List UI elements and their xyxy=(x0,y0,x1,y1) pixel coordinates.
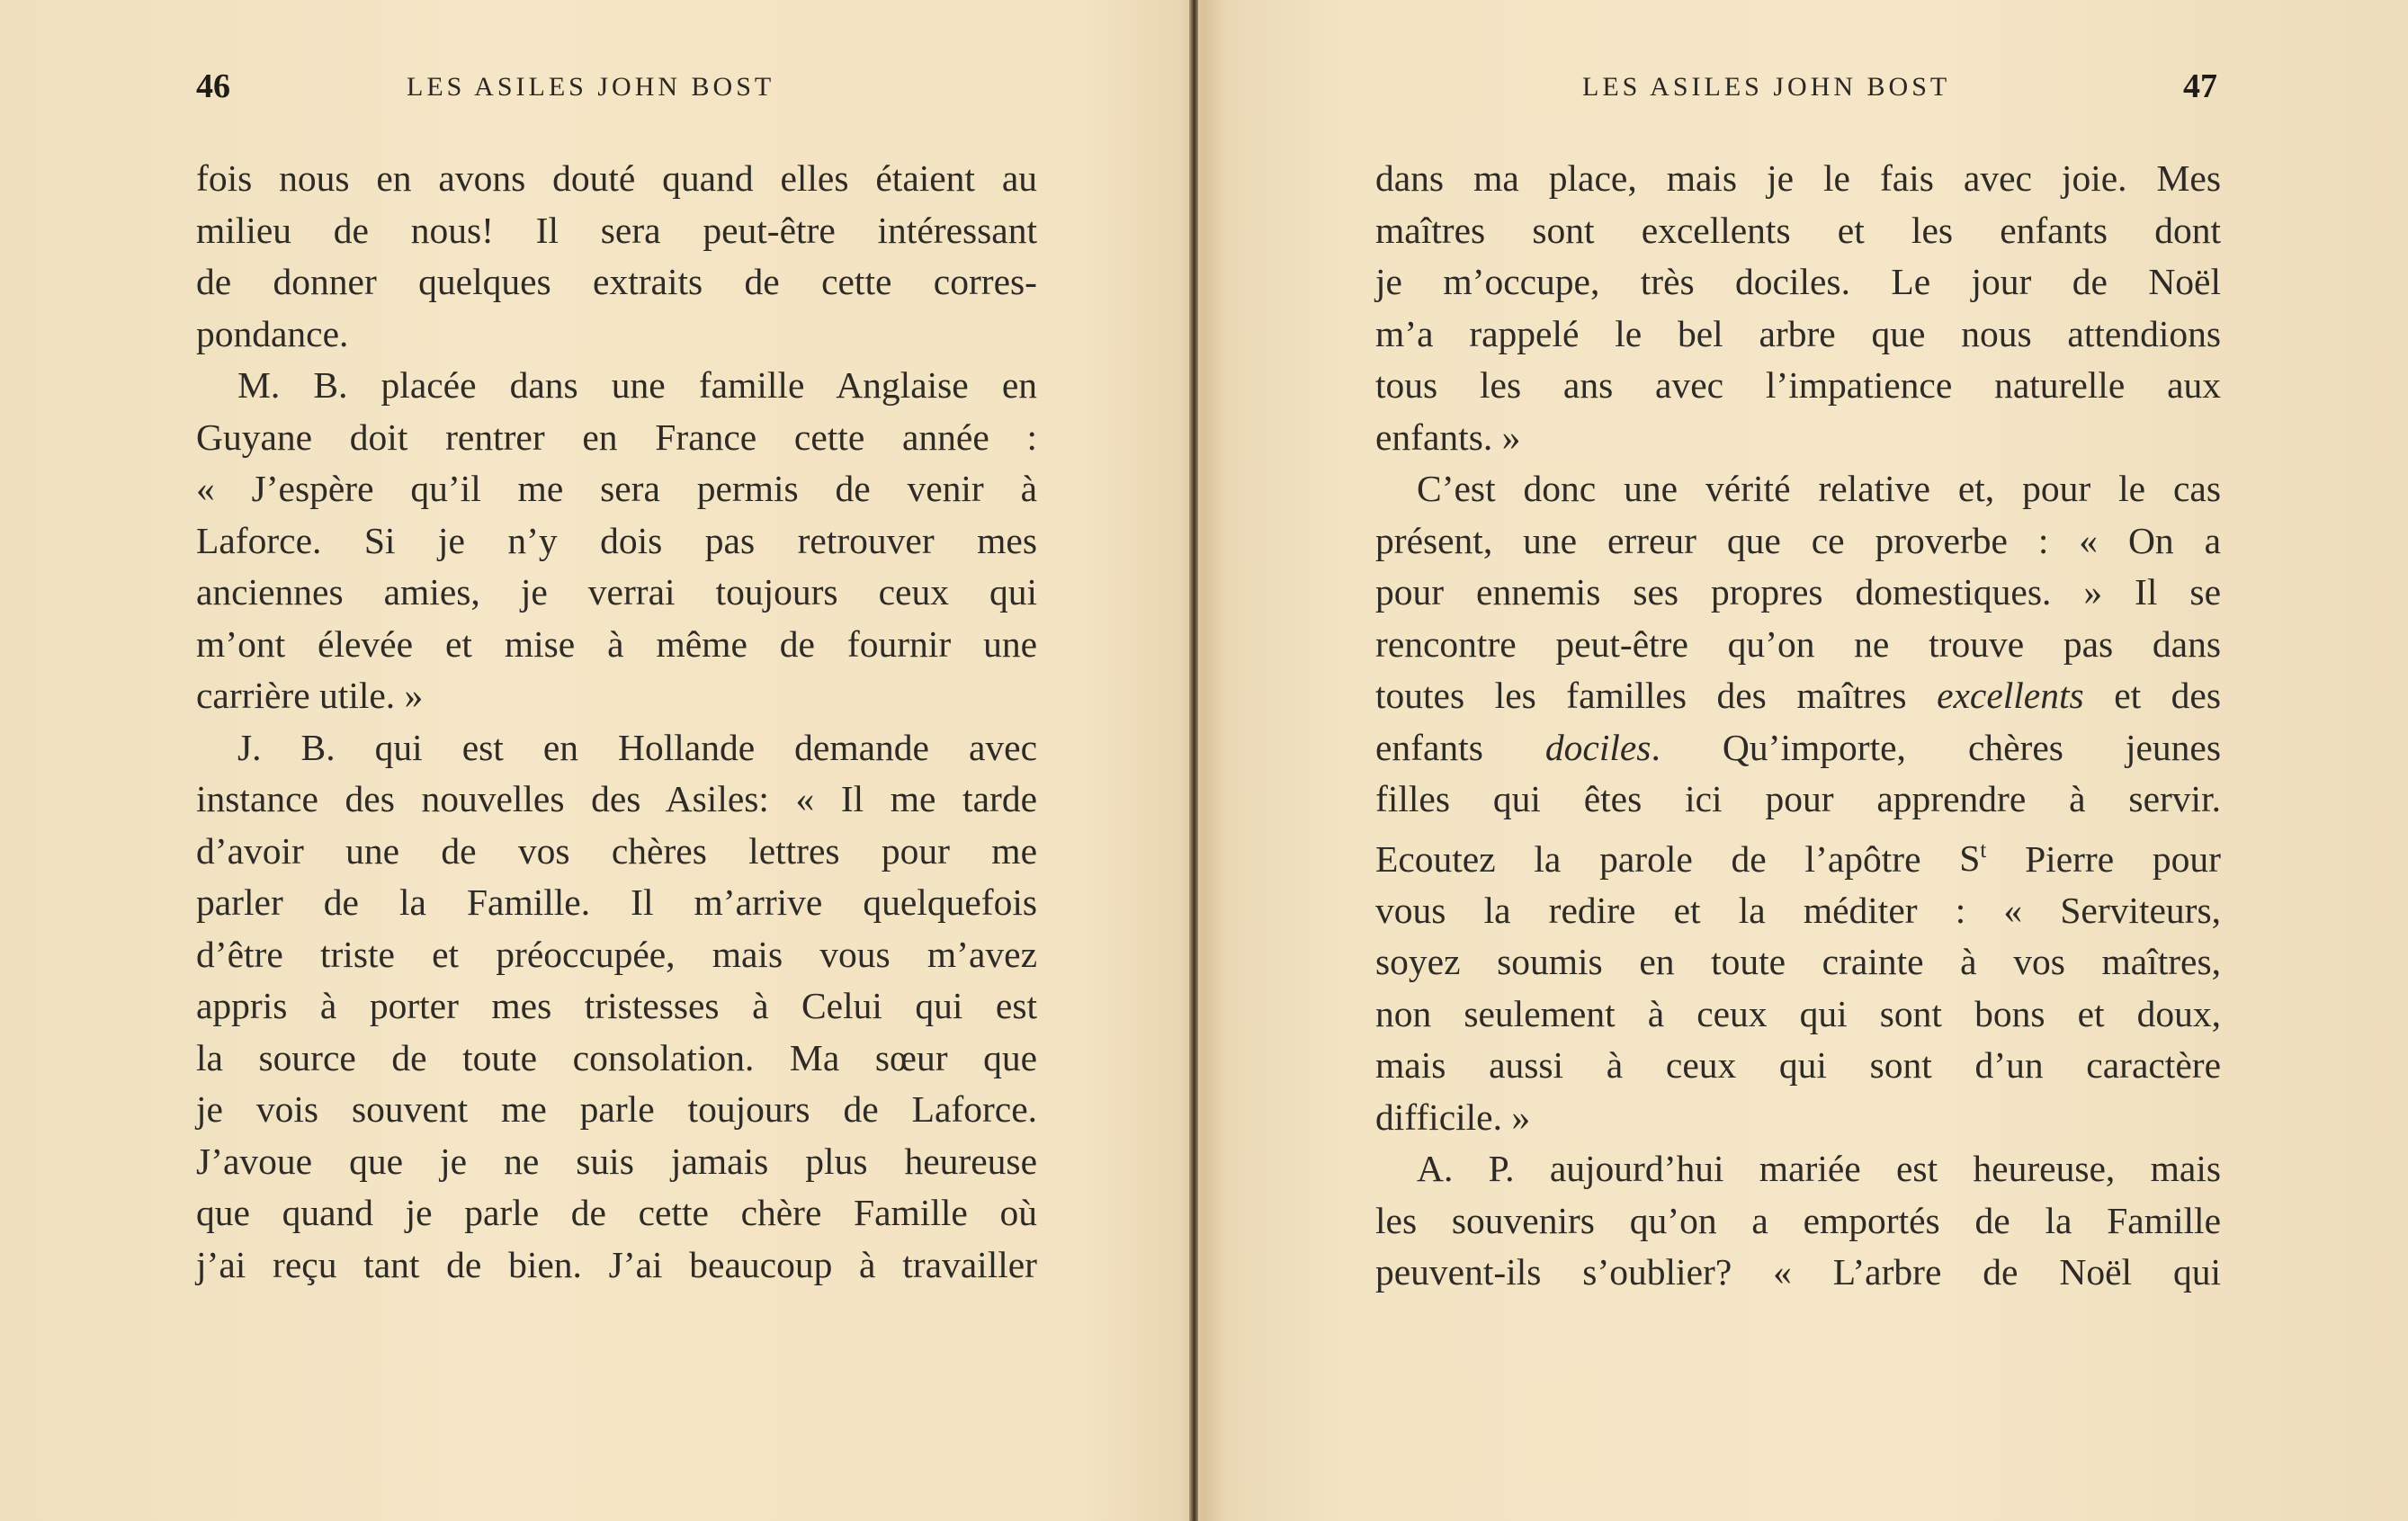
text-line: de donner quelques extraits de cette corres- xyxy=(196,261,1037,302)
text-line: difficile. » xyxy=(1375,1096,1531,1138)
text-line xyxy=(1375,722,2221,774)
text-line: vous la redire et la méditer : « Serviteurs, xyxy=(1375,889,2221,931)
text-line: « J’espère qu’il me sera permis de venir à xyxy=(196,468,1037,509)
text-line: enfants. » xyxy=(1375,416,1521,458)
text-line: tous les ans avec l’impatience naturelle aux xyxy=(1375,364,2221,406)
running-head: LES ASILES JOHN BOST xyxy=(1582,72,1951,102)
italic-text: excellents xyxy=(1937,675,2084,716)
text-line: carrière utile. » xyxy=(196,675,424,716)
page-number: 47 xyxy=(2183,67,2217,105)
page-body xyxy=(1375,153,2221,1299)
text-line: Guyane doit rentrer en France cette année : xyxy=(196,416,1037,458)
text-line: dans ma place, mais je le fais avec joie. Mes xyxy=(1375,157,2221,199)
text-line: J. B. qui est en Hollande demande avec xyxy=(237,726,1037,768)
text-line xyxy=(1375,670,2221,722)
text-line: anciennes amies, je verrai toujours ceux qui xyxy=(196,571,1037,613)
text-line: d’avoir une de vos chères lettres pour me xyxy=(196,829,1037,872)
text-line: pondance. xyxy=(196,312,349,354)
text-line: J’avoue que je ne suis jamais plus heureuse xyxy=(196,1140,1037,1182)
text-line: mais aussi à ceux qui sont d’un caractère xyxy=(1375,1044,2221,1087)
text-line: milieu de nous! Il sera peut-être intéressant xyxy=(196,209,1037,251)
text-line: C’est donc une vérité relative et, pour le cas xyxy=(1417,468,2221,509)
saint-abbreviation: $S^t$ xyxy=(1959,837,1987,880)
running-head: LES ASILES JOHN BOST xyxy=(407,72,775,102)
text-line: je vois souvent me parle toujours de Laforce. xyxy=(196,1088,1037,1130)
text-line: la source de toute consolation. Ma sœur que xyxy=(196,1036,1037,1078)
text-line: maîtres sont excellents et les enfants dont xyxy=(1375,209,2221,251)
text-line: les souvenirs qu’on a emportés de la Famille xyxy=(1375,1199,2221,1241)
text-line: présent, une erreur que ce proverbe : « On a xyxy=(1375,519,2221,561)
text-line: M. B. placée dans une famille Anglaise en xyxy=(237,364,1037,406)
text-run: . Qu’importe, chères jeunes xyxy=(1651,726,2222,768)
text-line: j’ai reçu tant de bien. J’ai beaucoup à travailler xyxy=(196,1243,1037,1285)
text-line: instance des nouvelles des Asiles: « Il me tarde xyxy=(196,778,1037,819)
text-line: appris à porter mes tristesses à Celui qui est xyxy=(196,985,1037,1026)
text-line: peuvent-ils s’oublier? « L’arbre de Noël qui xyxy=(1375,1251,2221,1293)
text-line: filles qui êtes ici pour apprendre à servir. xyxy=(1375,778,2221,819)
left-page xyxy=(0,0,1189,1521)
page-number: 46 xyxy=(196,67,230,105)
text-line xyxy=(1375,826,2221,885)
text-line: m’a rappelé le bel arbre que nous attendions xyxy=(1375,312,2221,354)
book-gutter xyxy=(1189,0,1198,1521)
text-line: soyez soumis en toute crainte à vos maîtres, xyxy=(1375,941,2221,983)
text-line: pour ennemis ses propres domestiques. » Il se xyxy=(1375,571,2221,613)
text-line: fois nous en avons douté quand elles étaient au xyxy=(196,157,1037,199)
italic-text: dociles xyxy=(1544,726,1652,768)
text-run: toutes les familles des maîtres xyxy=(1375,675,1907,716)
text-line: parler de la Famille. Il m’arrive quelquefois xyxy=(196,881,1037,923)
text-run: Ecoutez la parole de l’apôtre xyxy=(1375,837,1921,880)
text-run: enfants xyxy=(1375,726,1483,768)
page-body xyxy=(196,153,1037,1291)
text-line: rencontre peut-être qu’on ne trouve pas dans xyxy=(1375,622,2221,665)
text-line: que quand je parle de cette chère Famille où xyxy=(196,1192,1037,1233)
text-line: je m’occupe, très dociles. Le jour de Noël xyxy=(1375,261,2221,302)
text-run: et des xyxy=(2114,675,2222,716)
text-line: non seulement à ceux qui sont bons et doux, xyxy=(1375,992,2221,1034)
text-line: m’ont élevée et mise à même de fournir une xyxy=(196,622,1037,665)
text-line: Laforce. Si je n’y dois pas retrouver mes xyxy=(196,519,1037,561)
right-page xyxy=(1198,0,2408,1521)
text-run: Pierre pour xyxy=(2025,837,2221,880)
text-line: d’être triste et préoccupée, mais vous m’avez xyxy=(196,933,1037,975)
text-line: A. P. aujourd’hui mariée est heureuse, mais xyxy=(1417,1148,2221,1190)
